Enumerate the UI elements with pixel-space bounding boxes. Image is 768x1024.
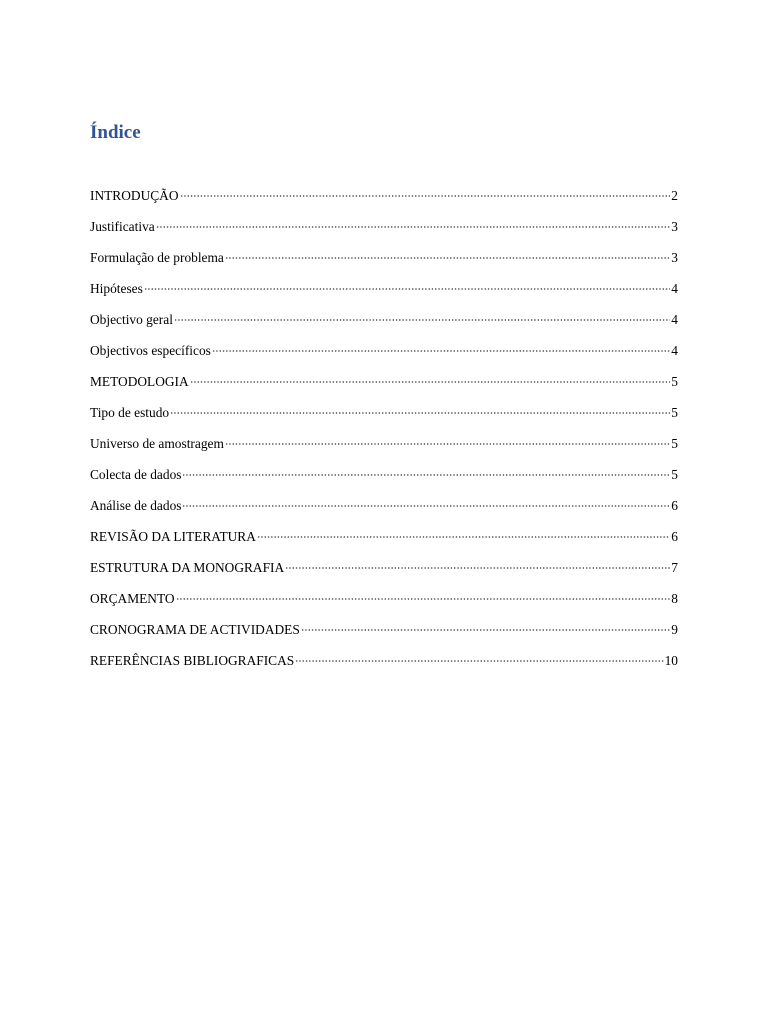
dot-leader	[170, 412, 670, 414]
toc-entry-page: 6	[671, 498, 678, 513]
toc-entry-page: 5	[671, 467, 678, 482]
toc-entry[interactable]	[90, 310, 678, 341]
toc-list	[90, 186, 678, 682]
toc-entry-page: 7	[671, 560, 678, 575]
dot-leader	[182, 505, 670, 507]
toc-entry-label: Universo de amostragem	[90, 436, 224, 451]
toc-entry-label: Objectivos específicos	[90, 343, 211, 358]
toc-entry-label: REFERÊNCIAS BIBLIOGRAFICAS	[90, 653, 295, 668]
toc-entry-page: 9	[671, 622, 678, 637]
toc-entry-page: 4	[671, 343, 678, 358]
toc-title: Índice	[90, 122, 141, 143]
toc-entry-page: 8	[671, 591, 678, 606]
toc-entry[interactable]	[90, 589, 678, 620]
dot-leader	[295, 660, 663, 662]
toc-entry-page: 2	[671, 188, 678, 203]
toc-entry[interactable]	[90, 217, 678, 248]
dot-leader	[257, 536, 670, 538]
dot-leader	[176, 598, 671, 600]
toc-entry-page: 4	[671, 312, 678, 327]
toc-entry-page: 3	[671, 250, 678, 265]
toc-entry-page: 6	[671, 529, 678, 544]
toc-entry[interactable]	[90, 279, 678, 310]
toc-entry[interactable]	[90, 434, 678, 465]
toc-entry[interactable]	[90, 465, 678, 496]
toc-entry[interactable]	[90, 496, 678, 527]
toc-entry-label: REVISÃO DA LITERATURA	[90, 529, 256, 544]
dot-leader	[225, 443, 670, 445]
toc-entry-label: Análise de dados	[90, 498, 182, 513]
toc-entry-page: 4	[671, 281, 678, 296]
toc-entry-page: 5	[671, 436, 678, 451]
toc-entry[interactable]	[90, 527, 678, 558]
toc-entry-page: 5	[671, 405, 678, 420]
toc-entry-label: Justificativa	[90, 219, 155, 234]
toc-entry[interactable]	[90, 341, 678, 372]
dot-leader	[156, 226, 671, 228]
toc-entry-label: METODOLOGIA	[90, 374, 189, 389]
toc-entry[interactable]	[90, 620, 678, 651]
toc-entry-page: 10	[664, 653, 678, 668]
dot-leader	[182, 474, 670, 476]
toc-entry-page: 3	[671, 219, 678, 234]
toc-entry[interactable]	[90, 403, 678, 434]
toc-entry[interactable]	[90, 186, 678, 217]
dot-leader	[180, 195, 671, 197]
toc-entry-label: Objectivo geral	[90, 312, 173, 327]
toc-entry-label: Colecta de dados	[90, 467, 182, 482]
toc-entry[interactable]	[90, 372, 678, 403]
toc-entry-label: Tipo de estudo	[90, 405, 170, 420]
toc-entry-label: ORÇAMENTO	[90, 591, 175, 606]
dot-leader	[212, 350, 670, 352]
dot-leader	[285, 567, 670, 569]
dot-leader	[301, 629, 671, 631]
dot-leader	[144, 288, 670, 290]
dot-leader	[225, 257, 670, 259]
dot-leader	[174, 319, 670, 321]
toc-entry[interactable]	[90, 558, 678, 589]
toc-entry[interactable]	[90, 248, 678, 279]
toc-entry-label: Formulação de problema	[90, 250, 224, 265]
toc-entry-page: 5	[671, 374, 678, 389]
toc-entry-label: ESTRUTURA DA MONOGRAFIA	[90, 560, 285, 575]
dot-leader	[190, 381, 671, 383]
toc-entry[interactable]	[90, 651, 678, 682]
toc-entry-label: Hipóteses	[90, 281, 143, 296]
toc-entry-label: CRONOGRAMA DE ACTIVIDADES	[90, 622, 300, 637]
toc-entry-label: INTRODUÇÃO	[90, 188, 179, 203]
